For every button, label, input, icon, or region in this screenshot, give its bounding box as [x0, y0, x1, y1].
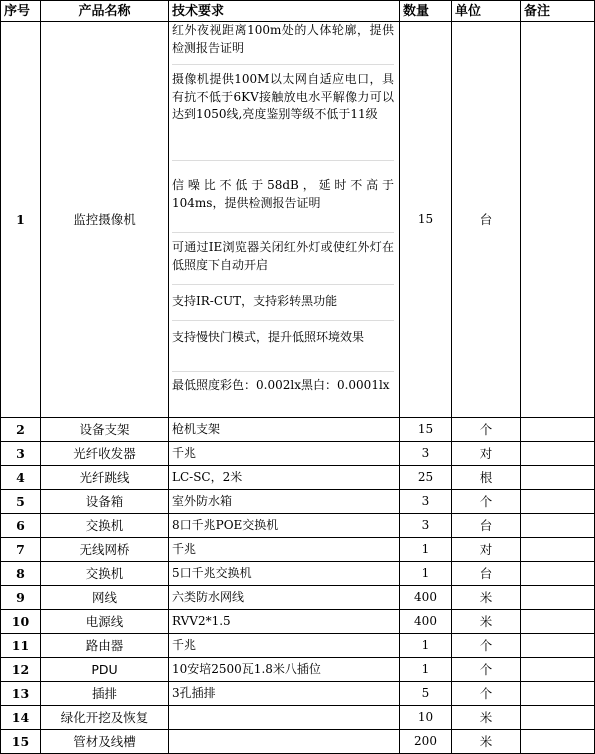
row-unit: 个 [452, 634, 521, 658]
table-row [1, 22, 595, 418]
table-row [1, 442, 595, 466]
row-name: 路由器 [41, 634, 169, 658]
row-spec [169, 730, 400, 754]
row-unit: 米 [452, 706, 521, 730]
row-name: PDU [41, 658, 169, 682]
row-no: 7 [1, 538, 41, 562]
row-unit: 个 [452, 490, 521, 514]
table-row [1, 682, 595, 706]
spec-item [172, 372, 394, 417]
spec-item [172, 233, 394, 285]
table-row [1, 610, 595, 634]
row-name: 绿化开挖及恢复 [41, 706, 169, 730]
row-name: 网线 [41, 586, 169, 610]
row-note [521, 730, 595, 754]
row-spec: 六类防水网线 [169, 586, 400, 610]
row-no: 12 [1, 658, 41, 682]
row-no: 15 [1, 730, 41, 754]
row-spec: 3孔插排 [169, 682, 400, 706]
row-qty: 3 [400, 490, 452, 514]
row-note [521, 538, 595, 562]
row-spec: LC-SC，2米 [169, 466, 400, 490]
row-no: 4 [1, 466, 41, 490]
header-spec: 技术要求 [169, 1, 400, 22]
row-unit: 对 [452, 442, 521, 466]
spec-text: 支持IR-CUT，支持彩转黑功能 [172, 294, 338, 308]
row-unit: 米 [452, 586, 521, 610]
row-spec: RVV2*1.5 [169, 610, 400, 634]
spec-item [172, 285, 394, 321]
row-spec: 枪机支架 [169, 418, 400, 442]
row-spec: 5口千兆交换机 [169, 562, 400, 586]
row-name: 交换机 [41, 562, 169, 586]
table-row [1, 562, 595, 586]
row-note [521, 490, 595, 514]
row-name: 光纤收发器 [41, 442, 169, 466]
header-no: 序号 [1, 1, 41, 22]
row-unit: 台 [452, 22, 521, 418]
row-name: 管材及线槽 [41, 730, 169, 754]
spec-item [172, 22, 394, 65]
row-no: 9 [1, 586, 41, 610]
row-note [521, 22, 595, 418]
row-no: 3 [1, 442, 41, 466]
row-name: 电源线 [41, 610, 169, 634]
table-row [1, 514, 595, 538]
row-note [521, 418, 595, 442]
row-qty: 1 [400, 538, 452, 562]
row-name: 监控摄像机 [41, 22, 169, 418]
row-note [521, 442, 595, 466]
row-spec [169, 706, 400, 730]
row-no: 11 [1, 634, 41, 658]
row-qty: 200 [400, 730, 452, 754]
row-note [521, 562, 595, 586]
row-no: 10 [1, 610, 41, 634]
table-row [1, 466, 595, 490]
row-spec: 室外防水箱 [169, 490, 400, 514]
row-no: 14 [1, 706, 41, 730]
row-qty: 1 [400, 562, 452, 586]
spec-text: 摄像机提供100M以太网自适应电口，具有抗不低于6KV接触放电水平解像力可以达到1050线,亮度鉴别等级不低于11级 [172, 72, 394, 121]
row-name: 无线网桥 [41, 538, 169, 562]
row-name: 设备箱 [41, 490, 169, 514]
row-unit: 台 [452, 514, 521, 538]
row-qty: 1 [400, 658, 452, 682]
row-no: 13 [1, 682, 41, 706]
table-row [1, 658, 595, 682]
row-qty: 1 [400, 634, 452, 658]
spec-item [172, 161, 394, 233]
row-spec: 千兆 [169, 442, 400, 466]
header-name: 产品名称 [41, 1, 169, 22]
row-note [521, 514, 595, 538]
row-unit: 个 [452, 658, 521, 682]
row-qty: 3 [400, 442, 452, 466]
row-qty: 5 [400, 682, 452, 706]
row-unit: 对 [452, 538, 521, 562]
header-qty: 数量 [400, 1, 452, 22]
row-unit: 米 [452, 730, 521, 754]
spec-text: 信噪比不低于58dB，延时不高于104ms，提供检测报告证明 [172, 178, 394, 210]
table-row [1, 586, 595, 610]
row-unit: 台 [452, 562, 521, 586]
spec-item [172, 321, 394, 372]
row-name: 插排 [41, 682, 169, 706]
table-row [1, 634, 595, 658]
row-qty: 3 [400, 514, 452, 538]
row-note [521, 658, 595, 682]
header-unit: 单位 [452, 1, 521, 22]
spec-text: 最低照度彩色：0.002lx黑白：0.0001lx [172, 378, 390, 392]
row-note [521, 634, 595, 658]
row-note [521, 586, 595, 610]
row-spec: 千兆 [169, 634, 400, 658]
row-qty: 15 [400, 22, 452, 418]
table-row [1, 490, 595, 514]
row-name: 光纤跳线 [41, 466, 169, 490]
table-row [1, 730, 595, 754]
row-spec: 10安培2500瓦1.8米八插位 [169, 658, 400, 682]
row-note [521, 466, 595, 490]
row-note [521, 682, 595, 706]
row-spec: 千兆 [169, 538, 400, 562]
row-unit: 个 [452, 682, 521, 706]
spec-text: 支持慢快门模式，提升低照环境效果 [172, 330, 365, 344]
row-name: 交换机 [41, 514, 169, 538]
row-no: 8 [1, 562, 41, 586]
row-name: 设备支架 [41, 418, 169, 442]
spec-text: 红外夜视距离100m处的人体轮廓，提供检测报告证明 [172, 23, 394, 55]
row-no: 1 [1, 22, 41, 418]
row-no: 6 [1, 514, 41, 538]
table-row [1, 418, 595, 442]
row-spec: 8口千兆POE交换机 [169, 514, 400, 538]
row-qty: 400 [400, 586, 452, 610]
row-no: 2 [1, 418, 41, 442]
row-unit: 个 [452, 418, 521, 442]
row-qty: 25 [400, 466, 452, 490]
spec-item [172, 65, 394, 161]
row-note [521, 706, 595, 730]
header-note: 备注 [521, 1, 595, 22]
row-qty: 10 [400, 706, 452, 730]
spec-list [169, 22, 400, 418]
table-row [1, 538, 595, 562]
row-qty: 15 [400, 418, 452, 442]
spec-text: 可通过IE浏览器关闭红外灯或使红外灯在低照度下自动开启 [172, 240, 394, 272]
row-no: 5 [1, 490, 41, 514]
row-qty: 400 [400, 610, 452, 634]
row-unit: 米 [452, 610, 521, 634]
table-row [1, 706, 595, 730]
row-note [521, 610, 595, 634]
header-row [1, 1, 595, 22]
row-unit: 根 [452, 466, 521, 490]
